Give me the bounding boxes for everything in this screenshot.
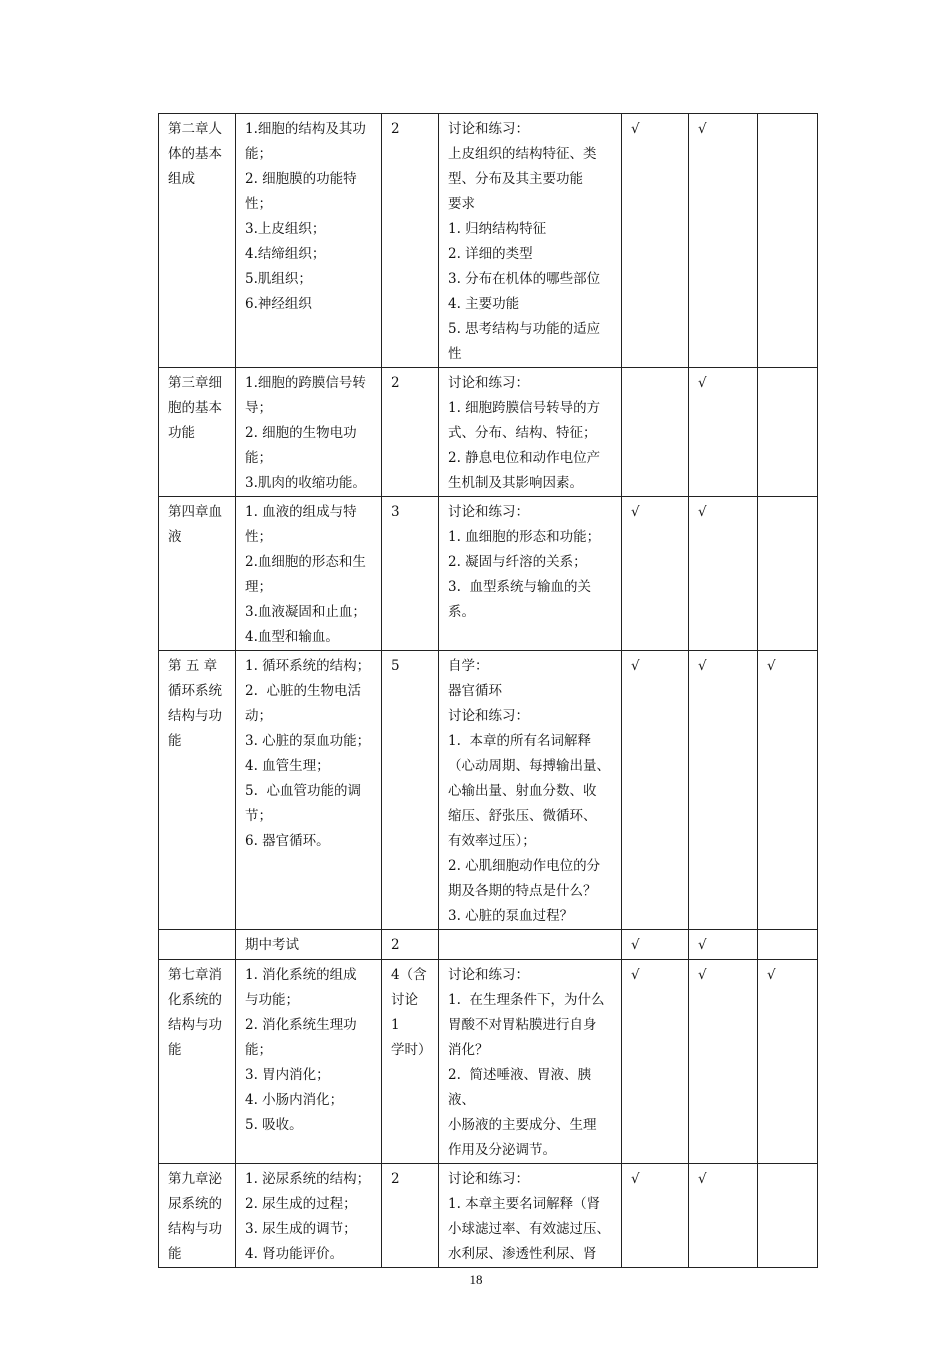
check-cell-1 (622, 368, 689, 497)
table-row (159, 1164, 818, 1268)
check-cell-1: √ (622, 651, 689, 930)
chapter-cell: 第七章消 化系统的 结构与功 能 (159, 960, 236, 1164)
check-cell-2: √ (689, 960, 758, 1164)
check-cell-3 (758, 497, 818, 651)
check-cell-2: √ (689, 368, 758, 497)
chapter-cell: 第三章细 胞的基本 功能 (159, 368, 236, 497)
check-cell-1: √ (622, 930, 689, 960)
check-cell-2: √ (689, 651, 758, 930)
content-cell: 1. 血液的组成与特 性； 2.血细胞的形态和生 理； 3.血液凝固和止血； 4.血型和输血。 (236, 497, 382, 651)
hours-cell: 2 (382, 930, 439, 960)
check-cell-2: √ (689, 930, 758, 960)
check-cell-1: √ (622, 114, 689, 368)
hours-cell: 3 (382, 497, 439, 651)
content-cell: 期中考试 (236, 930, 382, 960)
activity-cell: 讨论和练习： 1. 本章主要名词解释（肾 小球滤过率、有效滤过压、 水利尿、渗透性利尿、肾 (439, 1164, 622, 1268)
activity-cell: 讨论和练习： 上皮组织的结构特征、类 型、分布及其主要功能 要求 1. 归纳结构特征 2. 详细的类型 3. 分布在机体的哪些部位 4. 主要功能 5. 思考结构与功能的适应 性 (439, 114, 622, 368)
content-cell: 1.细胞的结构及其功 能； 2. 细胞膜的功能特 性； 3.上皮组织； 4.结缔组织； 5.肌组织； 6.神经组织 (236, 114, 382, 368)
check-cell-1: √ (622, 497, 689, 651)
check-cell-1: √ (622, 960, 689, 1164)
table-row (159, 930, 818, 960)
chapter-cell: 第九章泌 尿系统的 结构与功 能 (159, 1164, 236, 1268)
activity-cell: 讨论和练习： 1. 血细胞的形态和功能； 2. 凝固与纤溶的关系； 3. 血型系统与输血的关 系。 (439, 497, 622, 651)
chapter-cell (159, 930, 236, 960)
syllabus-table (158, 113, 818, 1268)
check-cell-2: √ (689, 1164, 758, 1268)
chapter-cell: 第 五 章 循环系统 结构与功 能 (159, 651, 236, 930)
chapter-cell: 第二章人 体的基本 组成 (159, 114, 236, 368)
check-cell-3 (758, 930, 818, 960)
hours-cell: 4（含 讨论 1 学时） (382, 960, 439, 1164)
activity-cell: 讨论和练习： 1. 在生理条件下，为什么 胃酸不对胃粘膜进行自身 消化？ 2. 简述唾液、胃液、胰液、 小肠液的主要成分、生理 作用及分泌调节。 (439, 960, 622, 1164)
hours-cell: 5 (382, 651, 439, 930)
table-row (159, 368, 818, 497)
check-cell-3 (758, 1164, 818, 1268)
content-cell: 1. 消化系统的组成 与功能； 2. 消化系统生理功 能； 3. 胃内消化； 4. 小肠内消化； 5. 吸收。 (236, 960, 382, 1164)
content-cell: 1. 泌尿系统的结构； 2. 尿生成的过程； 3. 尿生成的调节； 4. 肾功能评价。 (236, 1164, 382, 1268)
hours-cell: 2 (382, 1164, 439, 1268)
table-row (159, 114, 818, 368)
chapter-cell: 第四章血 液 (159, 497, 236, 651)
check-cell-2: √ (689, 114, 758, 368)
check-cell-2: √ (689, 497, 758, 651)
table-row (159, 651, 818, 930)
hours-cell: 2 (382, 368, 439, 497)
content-cell: 1. 循环系统的结构； 2. 心脏的生物电活 动； 3. 心脏的泵血功能； 4. 血管生理； 5. 心血管功能的调 节； 6. 器官循环。 (236, 651, 382, 930)
activity-cell (439, 930, 622, 960)
check-cell-3: √ (758, 960, 818, 1164)
content-cell: 1.细胞的跨膜信号转 导； 2. 细胞的生物电功 能； 3.肌肉的收缩功能。 (236, 368, 382, 497)
table-row (159, 960, 818, 1164)
table-row (159, 497, 818, 651)
check-cell-3: √ (758, 651, 818, 930)
check-cell-3 (758, 368, 818, 497)
activity-cell: 讨论和练习： 1. 细胞跨膜信号转导的方 式、分布、结构、特征； 2. 静息电位和动作电位产 生机制及其影响因素。 (439, 368, 622, 497)
hours-cell: 2 (382, 114, 439, 368)
page-number: 18 (469, 1272, 483, 1287)
check-cell-3 (758, 114, 818, 368)
check-cell-1: √ (622, 1164, 689, 1268)
activity-cell: 自学： 器官循环 讨论和练习： 1. 本章的所有名词解释 （心动周期、每搏输出量、 心输出量、射血分数、收 缩压、舒张压、微循环、 有效率过压）； 2. 心肌细胞动作电位的分 期及各期的特点是什么？ 3. 心脏的泵血过程？ (439, 651, 622, 930)
